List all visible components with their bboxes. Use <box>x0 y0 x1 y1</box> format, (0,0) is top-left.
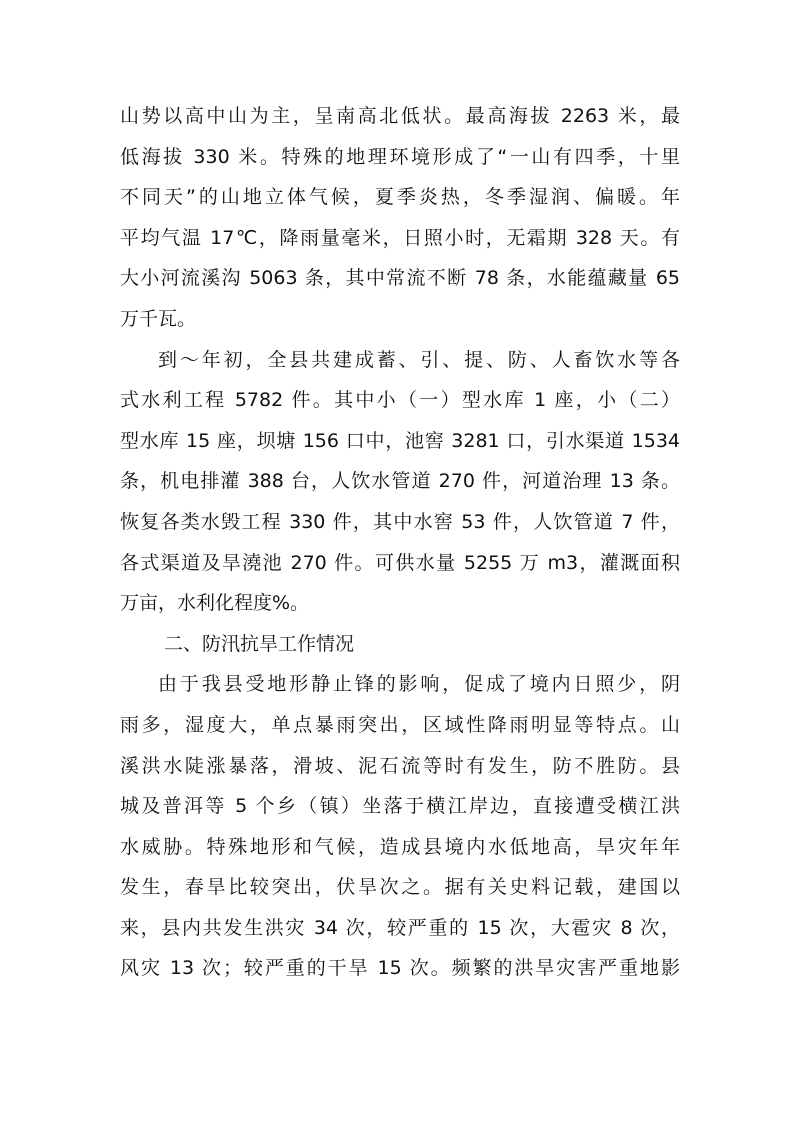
paragraph-line: 型水库 15 座，坝塘 156 口中，池窖 3281 口，引水渠道 1534 <box>120 429 680 452</box>
paragraph-line: 发生，春旱比较突出，伏旱次之。据有关史料记载，建国以 <box>120 876 680 899</box>
paragraph-line: 到～年初，全县共建成蓄、引、提、防、人畜饮水等各 <box>158 348 680 371</box>
paragraph-line: 低海拔 330 米。特殊的地理环境形成了“一山有四季，十里 <box>120 145 680 168</box>
paragraph-line: 万亩，水利化程度%。 <box>120 592 310 615</box>
paragraph-line: 由于我县受地形静止锋的影响，促成了境内日照少，阴 <box>158 673 680 696</box>
section-heading: 二、防汛抗旱工作情况 <box>164 632 355 655</box>
paragraph-line: 城及普洱等 5 个乡（镇）坐落于横江岸边，直接遭受横江洪 <box>120 795 680 818</box>
paragraph-line: 溪洪水陡涨暴落，滑坡、泥石流等时有发生，防不胜防。县 <box>120 754 680 777</box>
paragraph-line: 来，县内共发生洪灾 34 次，较严重的 15 次，大雹灾 8 次， <box>120 916 680 939</box>
paragraph-line: 风灾 13 次；较严重的干旱 15 次。频繁的洪旱灾害严重地影 <box>120 957 680 980</box>
paragraph-line: 不同天”的山地立体气候，夏季炎热，冬季湿润、偏暖。年 <box>120 186 680 209</box>
paragraph-line: 山势以高中山为主，呈南高北低状。最高海拔 2263 米，最 <box>120 105 680 127</box>
paragraph-line: 式水利工程 5782 件。其中小（一）型水库 1 座，小（二） <box>120 389 680 412</box>
paragraph-line: 水威胁。特殊地形和气候，造成县境内水低地高，旱灾年年 <box>120 835 680 858</box>
paragraph-line: 各式渠道及旱澆池 270 件。可供水量 5255 万 m3，灌溉面积 <box>120 551 680 574</box>
paragraph-line: 条，机电排灌 388 台，人饮水管道 270 件，河道治理 13 条。 <box>120 470 680 493</box>
document-body <box>120 96 680 989</box>
paragraph-line: 恢复各类水毁工程 330 件，其中水窖 53 件，人饮管道 7 件， <box>120 510 680 533</box>
paragraph-line: 大小河流溪沟 5063 条，其中常流不断 78 条，水能蕴藏量 65 <box>120 267 680 290</box>
paragraph-line: 雨多，湿度大，单点暴雨突出，区域性降雨明显等特点。山 <box>120 713 680 736</box>
paragraph-line: 平均气温 17℃，降雨量毫米，日照小时，无霜期 328 天。有 <box>120 226 680 249</box>
paragraph-line: 万千瓦。 <box>120 307 197 330</box>
